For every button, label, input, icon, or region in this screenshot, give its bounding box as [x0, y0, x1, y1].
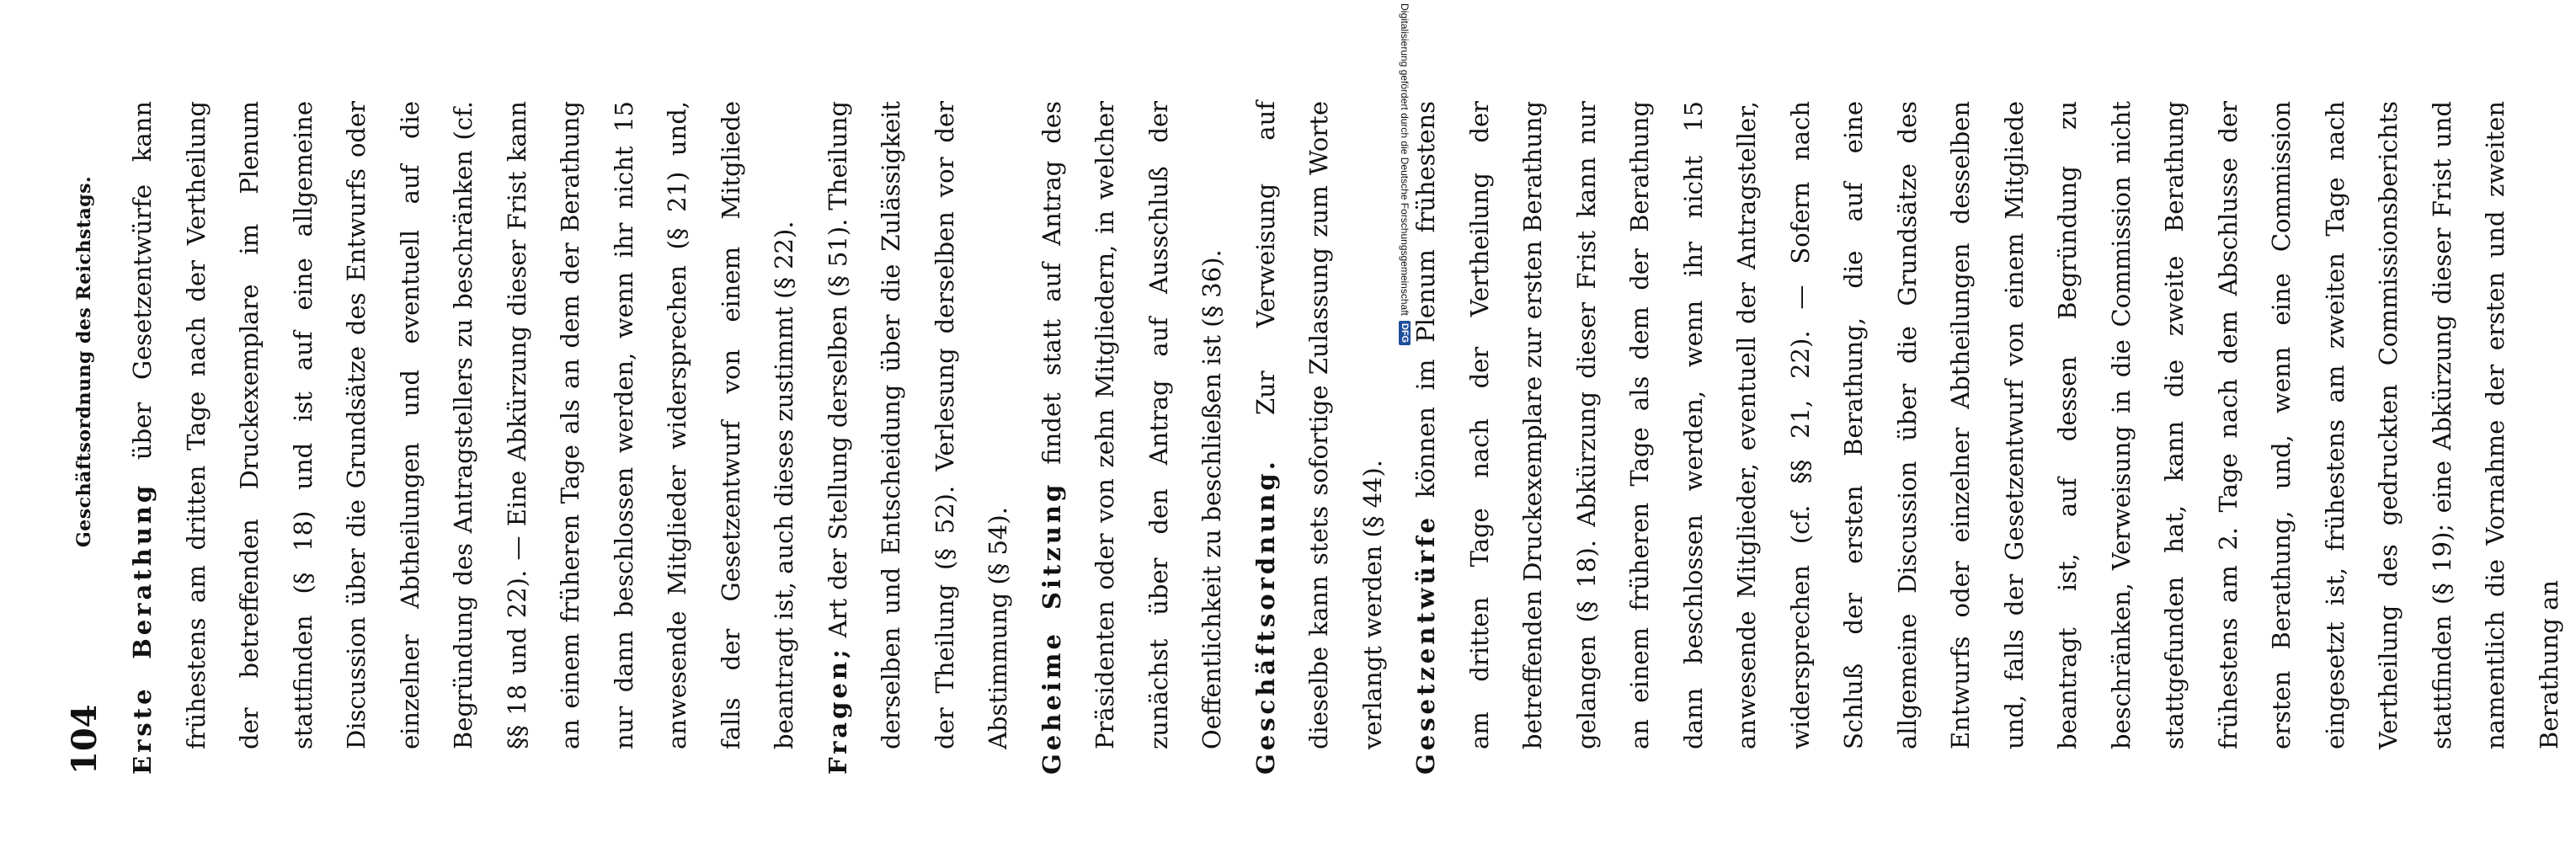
entry-text: Art der Stellung derselben (§ 51). Theilung derselben und Entscheidung über die Zulässigkeit der Theilung (§ 52). Verlesung derselben vor der Abstimmung (§ 54). — [823, 101, 1012, 749]
entry-text: über Gesetzentwürfe kann frühestens am dritten Tage nach der Vertheilung der betreffenden Druckexemplare im Plenum stattfinden (§ 18) und ist auf eine allgemeine Discussion über die Grundsätze des Entwurfs oder einzelner Abtheilungen und eventuell auf die Begründung des Antragstellers zu beschränken (cf. §§ 18 und 22). — Eine Abkürzung dieser Frist kann an einem früheren Tage als an dem der Berathung nur dann beschlossen werden, wenn ihr nicht 15 anwesende Mitglieder widersprechen (§ 21) und, falls der Gesetzentwurf von einem Mitgliede beantragt ist, auch dieses zustimmt (§ 22). — [128, 101, 798, 749]
entry-gesetzentwuerfe — [1400, 101, 2576, 775]
entry-fragen — [812, 101, 1026, 775]
entry-keyword: Geheime Sitzung — [1037, 481, 1066, 775]
page-number: 104 — [64, 704, 104, 775]
entry-geschaeftsordnung — [1240, 101, 1400, 775]
entry-keyword: Gesetzentwürfe — [1411, 514, 1440, 775]
entry-text: können im Plenum frühestens am dritten Tage nach der Vertheilung der betreffenden Druckexemplare zur ersten Berathung gelangen (§ 18). Abkürzung dieser Frist kann nur an einem früheren Tage als dem der Berathung dann beschlossen werden, wenn ihr nicht 15 anwesende Mitglieder, eventuell der Antragsteller, widersprechen (cf. §§ 21, 22). — Sofern nach Schluß der ersten Berathung, die auf eine allgemeine Discussion über die Grundsätze des Entwurfs oder einzelner Abtheilungen desselben und, falls der Gesetzentwurf von einem Mitgliede beantragt ist, auf dessen Begründung zu beschränken, Verweisung in die Commission nicht stattgefunden hat, kann die zweite Berathung frühestens am 2. Tage nach dem Abschlusse der ersten Berathung, und, wenn eine Commission eingesetzt ist, frühestens am zweiten Tage nach Vertheilung des gedruckten Commissionsberichts stattfinden (§ 19); eine Abkürzung dieser Frist und namentlich die Vornahme der ersten und zweiten Berathung an — [1411, 101, 2563, 749]
dfg-logo-icon: DFG — [1399, 321, 1411, 345]
entry-keyword: Fragen; — [823, 646, 852, 775]
credit-text: Digitalisierung gefördert durch die Deutsche Forschungsgemeinschaft — [1399, 3, 1411, 316]
running-title: Geschäftsordnung des Reichstags. — [73, 175, 95, 547]
entry-keyword: Geschäftsordnung. — [1251, 458, 1280, 775]
entry-text: Zur Verweisung auf dieselbe kann stets sofortige Zulassung zum Worte verlangt werden (§ 44). — [1251, 101, 1387, 749]
entry-keyword: Erste Berathung — [128, 482, 157, 775]
digitization-credit — [1392, 0, 1417, 842]
entry-text: findet statt auf Antrag des Präsidenten oder von zehn Mitgliedern, in welcher zunächst über den Antrag auf Ausschluß der Oeffentlichkeit zu beschließen ist (§ 36). — [1037, 101, 1226, 749]
running-head — [64, 101, 104, 775]
entry-erste-berathung — [116, 101, 812, 775]
entry-geheime-sitzung — [1026, 101, 1240, 775]
